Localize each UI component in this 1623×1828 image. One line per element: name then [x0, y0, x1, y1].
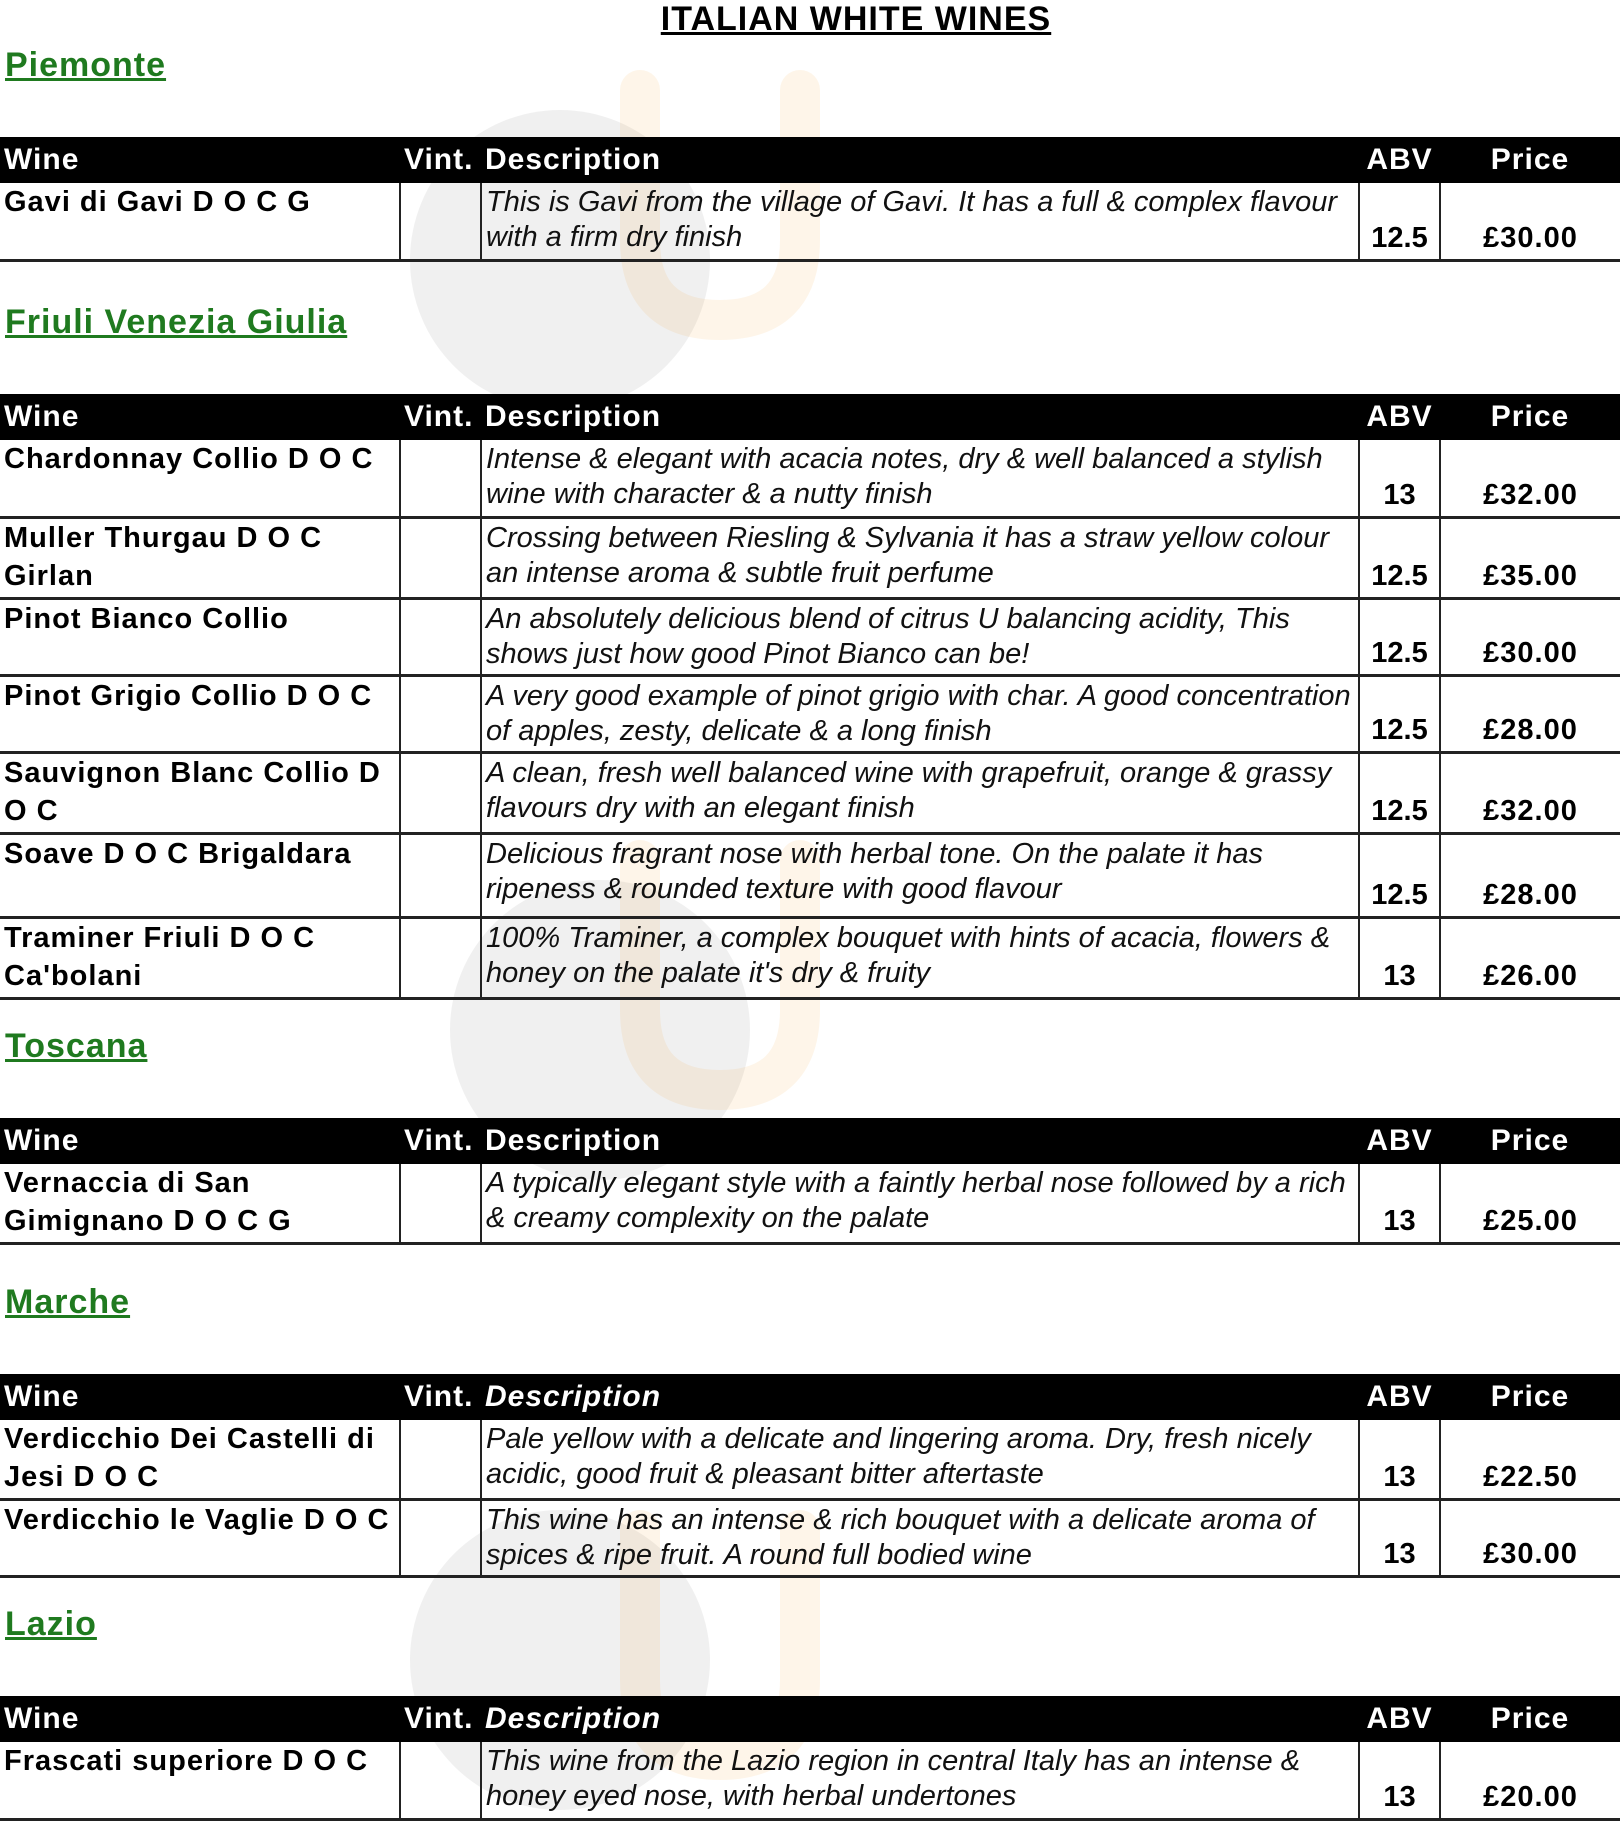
table-header-row — [0, 1696, 1620, 1742]
table-row — [0, 1742, 1620, 1819]
table-row — [0, 917, 1620, 998]
header-wine: Wine — [0, 1374, 400, 1420]
table-row — [0, 440, 1620, 517]
vintage — [400, 1742, 481, 1819]
header-vint: Vint. — [400, 394, 481, 440]
header-vint: Vint. — [400, 1374, 481, 1420]
header-description: Description — [481, 394, 1359, 440]
table-row — [0, 752, 1620, 833]
header-description: Description — [481, 1696, 1359, 1742]
table-header-row — [0, 394, 1620, 440]
wine-abv: 12.5 — [1359, 598, 1440, 675]
wine-table-toscana — [0, 1118, 1620, 1245]
page-title: ITALIAN WHITE WINES — [660, 0, 1052, 38]
wine-price: £28.00 — [1440, 833, 1620, 917]
wine-abv: 12.5 — [1359, 517, 1440, 598]
region-heading-friuli-venezia-giulia: Friuli Venezia Giulia — [5, 303, 348, 341]
table-row — [0, 1420, 1620, 1500]
wine-description: Crossing between Riesling & Sylvania it has a straw yellow colour an intense aroma & subtle fruit perfume — [481, 517, 1359, 598]
header-abv: ABV — [1359, 394, 1440, 440]
wine-price: £28.00 — [1440, 675, 1620, 752]
wine-description: This wine from the Lazio region in central Italy has an intense & honey eyed nose, with herbal undertones — [481, 1742, 1359, 1819]
header-price: Price — [1440, 1374, 1620, 1420]
wine-description: Intense & elegant with acacia notes, dry & well balanced a stylish wine with character & a nutty finish — [481, 440, 1359, 517]
wine-abv: 13 — [1359, 1742, 1440, 1819]
header-description: Description — [481, 1374, 1359, 1420]
wine-table-piemonte — [0, 137, 1620, 262]
header-price: Price — [1440, 394, 1620, 440]
vintage — [400, 183, 481, 260]
wine-abv: 12.5 — [1359, 675, 1440, 752]
wine-name: Muller Thurgau D O C Girlan — [0, 517, 400, 598]
wine-description: Pale yellow with a delicate and lingering aroma. Dry, fresh nicely acidic, good fruit & pleasant bitter aftertaste — [481, 1420, 1359, 1500]
vintage — [400, 917, 481, 998]
header-price: Price — [1440, 137, 1620, 183]
vintage — [400, 440, 481, 517]
wine-table-marche — [0, 1374, 1620, 1578]
wine-price: £20.00 — [1440, 1742, 1620, 1819]
wine-price: £30.00 — [1440, 183, 1620, 260]
wine-price: £30.00 — [1440, 1500, 1620, 1577]
wine-price: £26.00 — [1440, 917, 1620, 998]
wine-abv: 12.5 — [1359, 833, 1440, 917]
wine-abv: 12.5 — [1359, 752, 1440, 833]
header-abv: ABV — [1359, 1696, 1440, 1742]
wine-description: 100% Traminer, a complex bouquet with hints of acacia, flowers & honey on the palate it's dry & fruity — [481, 917, 1359, 998]
table-header-row — [0, 1374, 1620, 1420]
header-price: Price — [1440, 1696, 1620, 1742]
region-heading-lazio: Lazio — [5, 1605, 97, 1643]
wine-description: A very good example of pinot grigio with char. A good concentration of apples, zesty, delicate & a long finish — [481, 675, 1359, 752]
wine-name: Verdicchio Dei Castelli di Jesi D O C — [0, 1420, 400, 1500]
region-heading-piemonte: Piemonte — [5, 46, 167, 84]
wine-name: Vernaccia di San Gimignano D O C G — [0, 1164, 400, 1244]
wine-name: Pinot Bianco Collio — [0, 598, 400, 675]
table-row — [0, 598, 1620, 675]
header-description: Description — [481, 137, 1359, 183]
wine-abv: 13 — [1359, 917, 1440, 998]
table-header-row — [0, 137, 1620, 183]
vintage — [400, 517, 481, 598]
table-row — [0, 183, 1620, 260]
wine-description: This is Gavi from the village of Gavi. It has a full & complex flavour with a firm dry finish — [481, 183, 1359, 260]
header-description: Description — [481, 1118, 1359, 1164]
wine-name: Soave D O C Brigaldara — [0, 833, 400, 917]
wine-price: £22.50 — [1440, 1420, 1620, 1500]
wine-description: A typically elegant style with a faintly herbal nose followed by a rich & creamy complexity on the palate — [481, 1164, 1359, 1244]
vintage — [400, 675, 481, 752]
wine-name: Pinot Grigio Collio D O C — [0, 675, 400, 752]
wine-price: £30.00 — [1440, 598, 1620, 675]
wine-description: A clean, fresh well balanced wine with grapefruit, orange & grassy flavours dry with an elegant finish — [481, 752, 1359, 833]
header-wine: Wine — [0, 137, 400, 183]
table-row — [0, 833, 1620, 917]
vintage — [400, 752, 481, 833]
wine-description: This wine has an intense & rich bouquet with a delicate aroma of spices & ripe fruit. A round full bodied wine — [481, 1500, 1359, 1577]
wine-name: Traminer Friuli D O C Ca'bolani — [0, 917, 400, 998]
header-abv: ABV — [1359, 1118, 1440, 1164]
header-wine: Wine — [0, 1696, 400, 1742]
header-vint: Vint. — [400, 1696, 481, 1742]
vintage — [400, 1500, 481, 1577]
wine-description: An absolutely delicious blend of citrus U balancing acidity, This shows just how good Pinot Bianco can be! — [481, 598, 1359, 675]
wine-name: Frascati superiore D O C — [0, 1742, 400, 1819]
wine-abv: 12.5 — [1359, 183, 1440, 260]
wine-name: Verdicchio le Vaglie D O C — [0, 1500, 400, 1577]
table-row — [0, 1500, 1620, 1577]
wine-abv: 13 — [1359, 440, 1440, 517]
header-vint: Vint. — [400, 137, 481, 183]
header-abv: ABV — [1359, 1374, 1440, 1420]
wine-abv: 13 — [1359, 1500, 1440, 1577]
vintage — [400, 1164, 481, 1244]
vintage — [400, 833, 481, 917]
wine-price: £25.00 — [1440, 1164, 1620, 1244]
wine-table-friuli-venezia-giulia — [0, 394, 1620, 1000]
vintage — [400, 598, 481, 675]
wine-table-lazio — [0, 1696, 1620, 1821]
wine-abv: 13 — [1359, 1420, 1440, 1500]
table-row — [0, 675, 1620, 752]
wine-name: Chardonnay Collio D O C — [0, 440, 400, 517]
header-wine: Wine — [0, 394, 400, 440]
vintage — [400, 1420, 481, 1500]
header-wine: Wine — [0, 1118, 400, 1164]
wine-price: £35.00 — [1440, 517, 1620, 598]
region-heading-toscana: Toscana — [5, 1027, 148, 1065]
wine-price: £32.00 — [1440, 440, 1620, 517]
table-row — [0, 517, 1620, 598]
table-row — [0, 1164, 1620, 1244]
header-vint: Vint. — [400, 1118, 481, 1164]
wine-abv: 13 — [1359, 1164, 1440, 1244]
wine-price: £32.00 — [1440, 752, 1620, 833]
wine-description: Delicious fragrant nose with herbal tone. On the palate it has ripeness & rounded texture with good flavour — [481, 833, 1359, 917]
wine-name: Gavi di Gavi D O C G — [0, 183, 400, 260]
header-abv: ABV — [1359, 137, 1440, 183]
region-heading-marche: Marche — [5, 1283, 131, 1321]
table-header-row — [0, 1118, 1620, 1164]
wine-name: Sauvignon Blanc Collio D O C — [0, 752, 400, 833]
header-price: Price — [1440, 1118, 1620, 1164]
